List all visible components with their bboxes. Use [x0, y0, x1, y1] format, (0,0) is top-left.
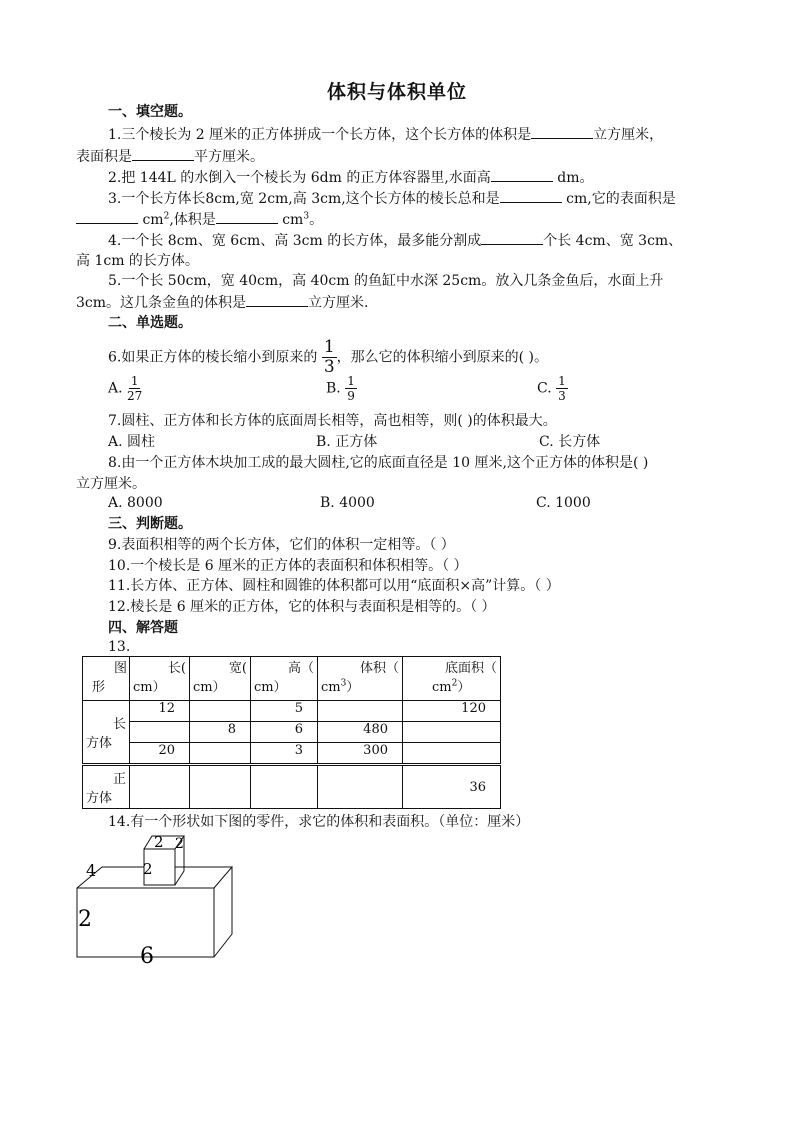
question-8-line-2: 立方厘米。 — [76, 476, 146, 492]
question-14: 14.有一个形状如下图的零件，求它的体积和表面积。（单位：厘米） — [108, 814, 530, 830]
cube-label-b: 方体 — [86, 791, 113, 806]
q4-blank-count[interactable] — [481, 230, 543, 245]
table-row — [83, 722, 501, 743]
table-cell[interactable]: 5 — [251, 701, 318, 722]
q13-header-row — [83, 657, 501, 701]
header-width — [190, 657, 251, 701]
q3-sup-2: 2 — [163, 211, 170, 222]
table-cell[interactable]: 120 — [403, 701, 501, 722]
question-3-line-2 — [76, 209, 323, 230]
q6-option-c-label: C. — [537, 380, 552, 397]
table-cell[interactable] — [318, 765, 403, 809]
question-7: 7.圆柱、正方体和长方体的底面周长相等，高也相等，则( )的体积最大。 — [108, 413, 557, 429]
q6-option-b-den: 9 — [347, 389, 355, 403]
table-cell[interactable] — [190, 701, 251, 722]
q3-blank-volume[interactable] — [216, 209, 278, 224]
table-cell[interactable] — [190, 765, 251, 809]
question-3-line-1 — [108, 188, 676, 209]
table-cell[interactable]: 8 — [190, 722, 251, 743]
table-cell[interactable] — [190, 743, 251, 765]
q6-option-a-num: 1 — [130, 374, 139, 388]
header-height-a: 高（ — [287, 661, 314, 676]
table-cell[interactable]: 300 — [318, 743, 403, 765]
header-height — [251, 657, 318, 701]
question-5-line-1: 5.一个长 50cm，宽 40cm，高 40cm 的鱼缸中水深 25cm。放入几条金鱼后，水面上升 — [108, 273, 664, 289]
q3-text-c: cm — [142, 212, 164, 228]
header-base-sup: 2 — [451, 678, 458, 689]
q3-text-b: cm,它的表面积是 — [566, 191, 676, 207]
table-cell[interactable]: 20 — [130, 743, 190, 765]
label-box-height: 2 — [78, 907, 92, 932]
q3-text-f: 。 — [309, 212, 324, 228]
q2-text-b: dm。 — [557, 170, 594, 186]
header-volume-b: cm — [321, 680, 341, 695]
q3-blank-area[interactable] — [76, 209, 138, 224]
q3-text-a: 3.一个长方体长8cm,宽 2cm,高 3cm,这个长方体的棱长总和是 — [108, 191, 500, 207]
q7-option-a[interactable]: A. 圆柱 — [108, 434, 156, 450]
header-width-b: cm） — [193, 680, 226, 695]
table-row — [83, 701, 501, 722]
table-row — [83, 743, 501, 765]
header-volume — [318, 657, 403, 701]
question-1-line-1 — [108, 124, 663, 145]
question-2 — [108, 167, 593, 188]
table-cell[interactable] — [403, 722, 501, 743]
q1-blank-area[interactable] — [132, 146, 194, 161]
header-length-b: cm） — [133, 680, 166, 695]
section-single-heading: 二、单选题。 — [108, 315, 192, 331]
q7-option-c[interactable]: C. 长方体 — [539, 434, 601, 450]
q5-text-c: 立方厘米. — [308, 295, 369, 311]
q6-option-c-fraction — [556, 374, 568, 403]
q6-option-b-fraction — [345, 374, 357, 403]
q13-table — [82, 656, 501, 809]
q6-option-a[interactable] — [108, 374, 142, 403]
question-9: 9.表面积相等的两个长方体，它们的体积一定相等。（ ） — [108, 537, 455, 553]
header-base-b: cm — [432, 680, 452, 695]
cuboid-label-a: 长 — [112, 717, 126, 732]
q3-blank-edges[interactable] — [500, 188, 562, 203]
header-shape-a: 图 — [113, 661, 127, 676]
q1-text-a: 1.三个棱长为 2 厘米的正方体拼成一个长方体，这个长方体的体积是 — [108, 127, 532, 143]
table-cell[interactable] — [130, 765, 190, 809]
q6-frac-den: 3 — [323, 357, 335, 377]
q8-option-a[interactable]: A. 8000 — [108, 495, 163, 511]
question-6 — [108, 338, 548, 377]
table-cell[interactable] — [130, 722, 190, 743]
header-shape — [83, 657, 130, 701]
table-row — [83, 765, 501, 809]
q1-text-b: 立方厘米， — [593, 127, 664, 143]
q6-option-b-label: B. — [326, 380, 341, 397]
header-base-c: ） — [457, 680, 471, 695]
section-fill-heading: 一、填空题。 — [108, 104, 192, 120]
question-8-line-1: 8.由一个正方体木块加工成的最大圆柱,它的底面直径是 10 厘米,这个正方体的体积是( ) — [108, 455, 649, 471]
header-base-a: 底面积（ — [444, 661, 497, 676]
header-height-b: cm） — [254, 680, 287, 695]
q6-option-a-label: A. — [108, 380, 123, 397]
question-4-line-1 — [108, 230, 682, 251]
cuboid-label — [83, 701, 130, 765]
page-title: 体积与体积单位 — [326, 81, 467, 103]
question-12: 12.棱长是 6 厘米的正方体，它的体积与表面积是相等的。（ ） — [108, 599, 496, 615]
q4-text-a: 4.一个长 8cm、宽 6cm、高 3cm 的长方体，最多能分割成 — [108, 233, 482, 249]
section-answer-heading: 四、解答题 — [108, 620, 178, 636]
q6-option-c-num: 1 — [558, 374, 566, 388]
q5-text-b: 3cm。这几条金鱼的体积是 — [76, 295, 247, 311]
q3-text-e: cm — [282, 212, 304, 228]
q2-text-a: 2.把 144L 的水倒入一个棱长为 6dm 的正方体容器里,水面高 — [108, 170, 491, 186]
table-cell[interactable] — [403, 743, 501, 765]
q5-blank-volume[interactable] — [246, 292, 308, 307]
q8-option-c[interactable]: C. 1000 — [536, 495, 591, 511]
header-volume-c: ） — [346, 680, 360, 695]
cube-label — [83, 765, 130, 809]
q6-fraction — [322, 338, 337, 377]
question-10: 10.一个棱长是 6 厘米的正方体的表面积和体积相等。（ ） — [108, 558, 468, 574]
q1-blank-volume[interactable] — [531, 124, 593, 139]
q7-option-b[interactable]: B. 正方体 — [316, 434, 378, 450]
q6-option-b[interactable] — [326, 374, 357, 403]
cube-label-a: 正 — [112, 772, 126, 787]
question-13-label: 13. — [108, 639, 131, 655]
question-4-line-2: 高 1cm 的长方体。 — [76, 253, 199, 269]
table-cell[interactable]: 6 — [251, 722, 318, 743]
table-cell[interactable] — [318, 701, 403, 722]
q6-option-b-num: 1 — [347, 374, 355, 388]
q3-sup-3: 3 — [303, 211, 310, 222]
table-cell[interactable]: 36 — [403, 765, 501, 809]
q8-option-b[interactable]: B. 4000 — [320, 495, 375, 511]
question-1-line-2 — [76, 146, 264, 167]
q6-option-a-den: 27 — [127, 389, 143, 403]
q4-text-b: 个长 4cm、宽 3cm、 — [543, 233, 683, 249]
q14-part-figure — [74, 830, 236, 966]
header-width-a: 宽( — [228, 661, 247, 676]
label-cube-front: 2 — [143, 860, 153, 878]
question-5-line-2 — [76, 292, 368, 313]
q6-text-a: 6.如果正方体的棱长缩小到原来的 — [108, 349, 318, 366]
label-box-length: 6 — [140, 944, 154, 966]
label-cube-side: 2 — [175, 836, 184, 852]
q6-frac-num: 1 — [323, 337, 335, 357]
table-cell[interactable]: 480 — [318, 722, 403, 743]
q6-text-b: ，那么它的体积缩小到原来的( )。 — [336, 349, 549, 366]
label-cube-top: 2 — [154, 833, 164, 851]
q6-option-a-fraction — [127, 374, 142, 403]
header-volume-sup: 3 — [340, 678, 347, 689]
header-shape-b: 形 — [92, 680, 106, 695]
header-length — [130, 657, 190, 701]
table-cell[interactable]: 12 — [130, 701, 190, 722]
label-box-depth: 4 — [86, 861, 97, 880]
q6-option-c[interactable] — [537, 374, 568, 403]
section-judge-heading: 三、判断题。 — [108, 516, 192, 532]
header-base-area — [403, 657, 501, 701]
table-cell[interactable]: 3 — [251, 743, 318, 765]
table-cell[interactable] — [251, 765, 318, 809]
q1-text-c: 表面积是 — [76, 149, 132, 165]
cuboid-label-b: 方体 — [86, 736, 113, 751]
q6-option-c-den: 3 — [558, 389, 566, 403]
q3-text-d: ,体积是 — [169, 212, 216, 228]
header-volume-a: 体积（ — [359, 661, 399, 676]
question-11: 11.长方体、正方体、圆柱和圆锥的体积都可以用“底面积×高”计算。（ ） — [108, 578, 560, 594]
q2-blank-height[interactable] — [491, 167, 553, 182]
header-length-a: 长( — [167, 661, 186, 676]
q1-text-d: 平方厘米。 — [194, 149, 264, 165]
